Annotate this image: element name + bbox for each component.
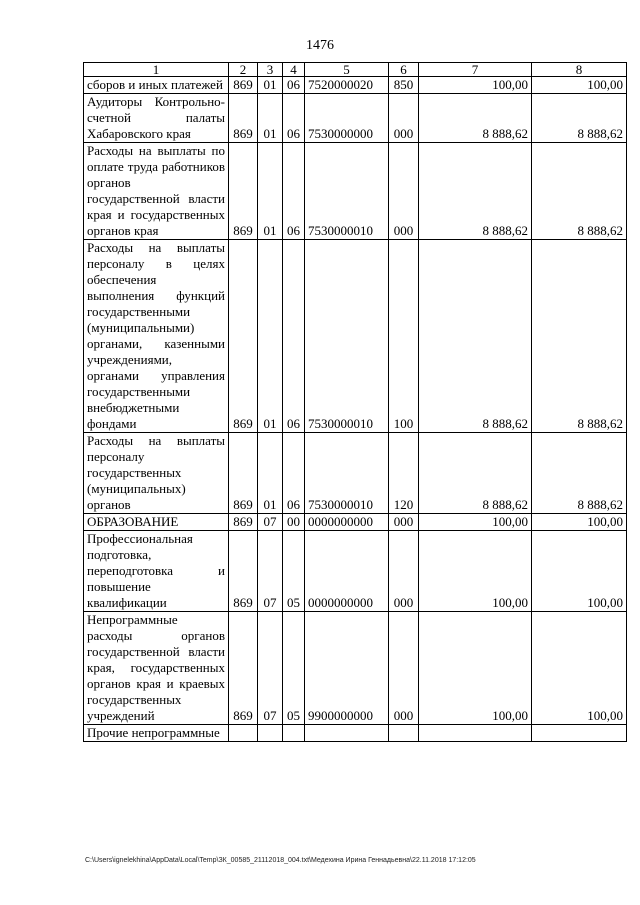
amount-cell: 100,00 [419, 531, 532, 612]
table-header-row [84, 63, 627, 77]
table-row [84, 612, 627, 725]
subsection-code-cell: 05 [283, 612, 305, 725]
amount-cell: 8 888,62 [532, 240, 627, 433]
column-header: 6 [389, 63, 419, 77]
row-name-cell: Расходы на выплаты персоналу в целях обеспечения выполнения функций государственными (муниципальными) органами, казенными учреждениями, органами управления государственными внебюджетными фондами [84, 240, 229, 433]
subsection-code-cell: 06 [283, 94, 305, 143]
table-row [84, 531, 627, 612]
target-article-cell: 7530000010 [305, 143, 389, 240]
page-number: 1476 [306, 38, 334, 53]
target-article-cell: 0000000000 [305, 531, 389, 612]
column-header: 4 [283, 63, 305, 77]
target-article-cell: 9900000000 [305, 612, 389, 725]
section-code-cell: 07 [258, 612, 283, 725]
row-name-cell: Профессиональная подготовка, переподготовка и повышение квалификации [84, 531, 229, 612]
amount-cell: 100,00 [532, 514, 627, 531]
column-header: 8 [532, 63, 627, 77]
ministry-code-cell: 869 [229, 514, 258, 531]
target-article-cell: 0000000000 [305, 514, 389, 531]
table-row [84, 240, 627, 433]
table-row [84, 94, 627, 143]
ministry-code-cell [229, 725, 258, 742]
subsection-code-cell: 05 [283, 531, 305, 612]
expense-type-cell: 000 [389, 94, 419, 143]
column-header: 2 [229, 63, 258, 77]
section-code-cell: 07 [258, 514, 283, 531]
column-header: 5 [305, 63, 389, 77]
target-article-cell [305, 725, 389, 742]
target-article-cell: 7530000010 [305, 240, 389, 433]
target-article-cell: 7530000010 [305, 433, 389, 514]
section-code-cell [258, 725, 283, 742]
ministry-code-cell: 869 [229, 612, 258, 725]
column-header: 3 [258, 63, 283, 77]
target-article-cell: 7530000000 [305, 94, 389, 143]
section-code-cell: 01 [258, 433, 283, 514]
column-header: 7 [419, 63, 532, 77]
amount-cell: 100,00 [532, 612, 627, 725]
row-name-cell: сборов и иных платежей [84, 77, 229, 94]
table-body [84, 63, 627, 742]
section-code-cell: 01 [258, 77, 283, 94]
row-name-cell: Прочие непрограммные [84, 725, 229, 742]
subsection-code-cell: 06 [283, 240, 305, 433]
amount-cell: 8 888,62 [532, 143, 627, 240]
amount-cell: 100,00 [532, 77, 627, 94]
row-name-cell: Расходы на выплаты по оплате труда работников органов государственной власти края и государственных органов края [84, 143, 229, 240]
amount-cell: 8 888,62 [419, 240, 532, 433]
amount-cell: 8 888,62 [532, 433, 627, 514]
expense-type-cell: 100 [389, 240, 419, 433]
row-name-cell: Непрограммные расходы органов государственной власти края, государственных органов края и краевых государственных учреждений [84, 612, 229, 725]
expense-type-cell: 120 [389, 433, 419, 514]
expense-type-cell [389, 725, 419, 742]
table-row [84, 77, 627, 94]
subsection-code-cell: 00 [283, 514, 305, 531]
amount-cell [419, 725, 532, 742]
table-row [84, 514, 627, 531]
expense-type-cell: 000 [389, 514, 419, 531]
expense-type-cell: 850 [389, 77, 419, 94]
subsection-code-cell: 06 [283, 77, 305, 94]
amount-cell: 8 888,62 [419, 94, 532, 143]
section-code-cell: 07 [258, 531, 283, 612]
table-row [84, 143, 627, 240]
section-code-cell: 01 [258, 94, 283, 143]
ministry-code-cell: 869 [229, 143, 258, 240]
file-path-footer: C:\Users\ignelekhina\AppData\Local\Temp\ЗК_00585_21112018_004.txt\Медехина Ирина Геннадьевна\22.11.2018 17:12:05 [85, 857, 476, 864]
section-code-cell: 01 [258, 143, 283, 240]
row-name-cell: ОБРАЗОВАНИЕ [84, 514, 229, 531]
amount-cell: 100,00 [419, 514, 532, 531]
row-name-cell: Аудиторы Контрольно-счетной палаты Хабаровского края [84, 94, 229, 143]
expense-type-cell: 000 [389, 531, 419, 612]
target-article-cell: 7520000020 [305, 77, 389, 94]
ministry-code-cell: 869 [229, 531, 258, 612]
column-header: 1 [84, 63, 229, 77]
amount-cell: 100,00 [532, 531, 627, 612]
ministry-code-cell: 869 [229, 77, 258, 94]
ministry-code-cell: 869 [229, 433, 258, 514]
amount-cell: 100,00 [419, 77, 532, 94]
subsection-code-cell [283, 725, 305, 742]
amount-cell: 8 888,62 [532, 94, 627, 143]
table-row [84, 725, 627, 742]
expense-type-cell: 000 [389, 143, 419, 240]
amount-cell: 8 888,62 [419, 433, 532, 514]
table-row [84, 433, 627, 514]
amount-cell [532, 725, 627, 742]
subsection-code-cell: 06 [283, 143, 305, 240]
amount-cell: 8 888,62 [419, 143, 532, 240]
section-code-cell: 01 [258, 240, 283, 433]
expense-type-cell: 000 [389, 612, 419, 725]
subsection-code-cell: 06 [283, 433, 305, 514]
ministry-code-cell: 869 [229, 240, 258, 433]
amount-cell: 100,00 [419, 612, 532, 725]
ministry-code-cell: 869 [229, 94, 258, 143]
row-name-cell: Расходы на выплаты персоналу государственных (муниципальных) органов [84, 433, 229, 514]
budget-table [83, 62, 627, 742]
